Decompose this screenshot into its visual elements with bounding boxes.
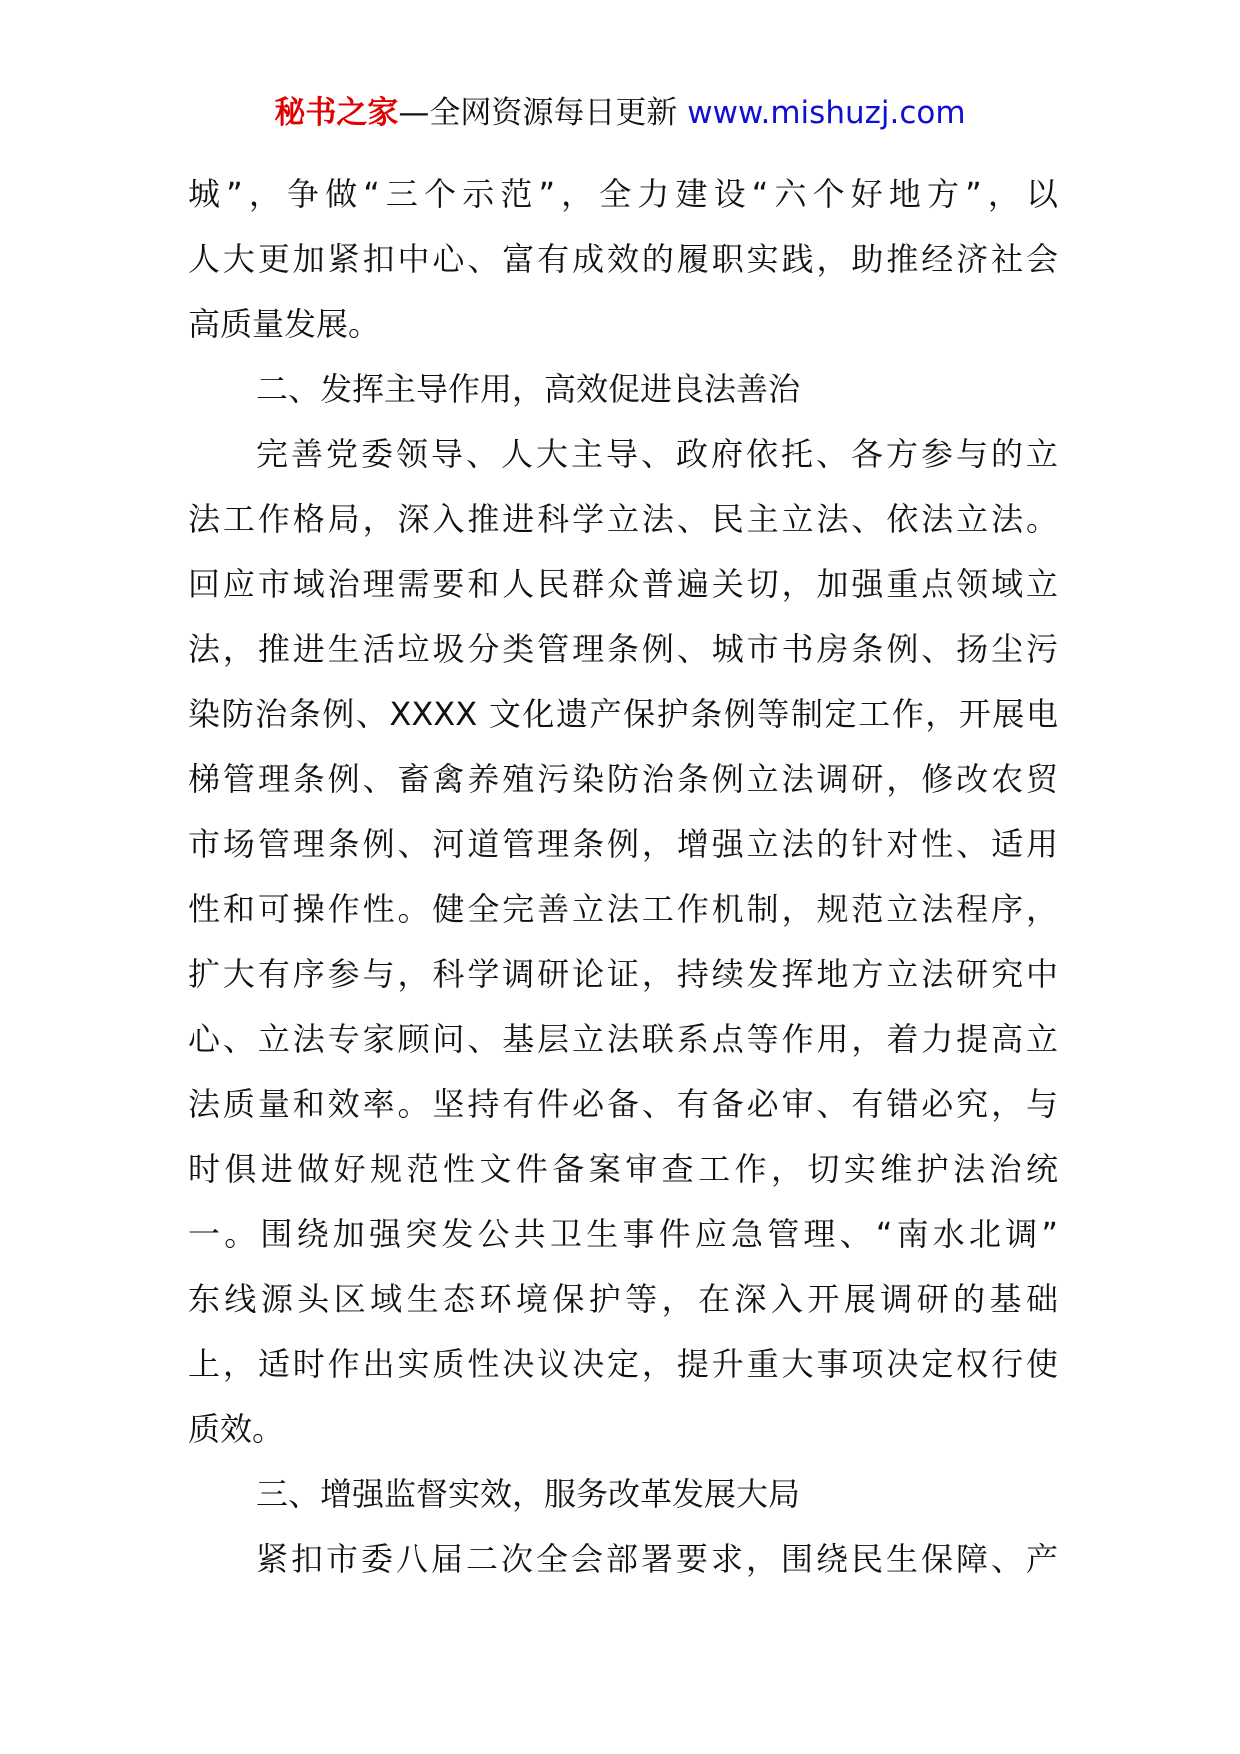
body-line: 性和可操作性。健全完善立法工作机制，规范立法程序， (188, 890, 1058, 928)
body-line: 东线源头区域生态环境保护等，在深入开展调研的基础 (188, 1280, 1058, 1318)
body-line: 城”，争做“三个示范”，全力建设“六个好地方”，以 (188, 175, 1058, 213)
site-brand: 秘书之家 (274, 95, 399, 131)
body-line: 法质量和效率。坚持有件必备、有备必审、有错必究，与 (188, 1085, 1058, 1123)
body-line: 法，推进生活垃圾分类管理条例、城市书房条例、扬尘污 (188, 630, 1058, 668)
body-line: 心、立法专家顾问、基层立法联系点等作用，着力提高立 (188, 1020, 1058, 1058)
body-line: 法工作格局，深入推进科学立法、民主立法、依法立法。 (188, 500, 1058, 538)
body-line: 上，适时作出实质性决议决定，提升重大事项决定权行使 (188, 1345, 1058, 1383)
site-tagline: —全网资源每日更新 (398, 95, 688, 131)
body-line: 一。围绕加强突发公共卫生事件应急管理、“南水北调” (188, 1215, 1058, 1253)
site-header (0, 93, 1240, 133)
section-heading: 二、发挥主导作用，高效促进良法善治 (256, 370, 801, 408)
body-line: 紧扣市委八届二次全会部署要求，围绕民生保障、产 (256, 1540, 1058, 1578)
body-line: 梯管理条例、畜禽养殖污染防治条例立法调研，修改农贸 (188, 760, 1058, 798)
site-url-link[interactable]: www.mishuzj.com (687, 95, 966, 131)
body-line: 时俱进做好规范性文件备案审查工作，切实维护法治统 (188, 1150, 1058, 1188)
body-line: 高质量发展。 (188, 305, 381, 343)
body-line: 完善党委领导、人大主导、政府依托、各方参与的立 (256, 435, 1058, 473)
body-line: 市场管理条例、河道管理条例，增强立法的针对性、适用 (188, 825, 1058, 863)
section-heading: 三、增强监督实效，服务改革发展大局 (256, 1475, 801, 1513)
body-line: 人大更加紧扣中心、富有成效的履职实践，助推经济社会 (188, 240, 1058, 278)
body-line: 质效。 (188, 1410, 285, 1448)
body-line: 扩大有序参与，科学调研论证，持续发挥地方立法研究中 (188, 955, 1058, 993)
body-line: 染防治条例、XXXX 文化遗产保护条例等制定工作，开展电 (188, 695, 1058, 733)
body-line: 回应市域治理需要和人民群众普遍关切，加强重点领域立 (188, 565, 1058, 603)
document-body (188, 162, 1058, 1592)
